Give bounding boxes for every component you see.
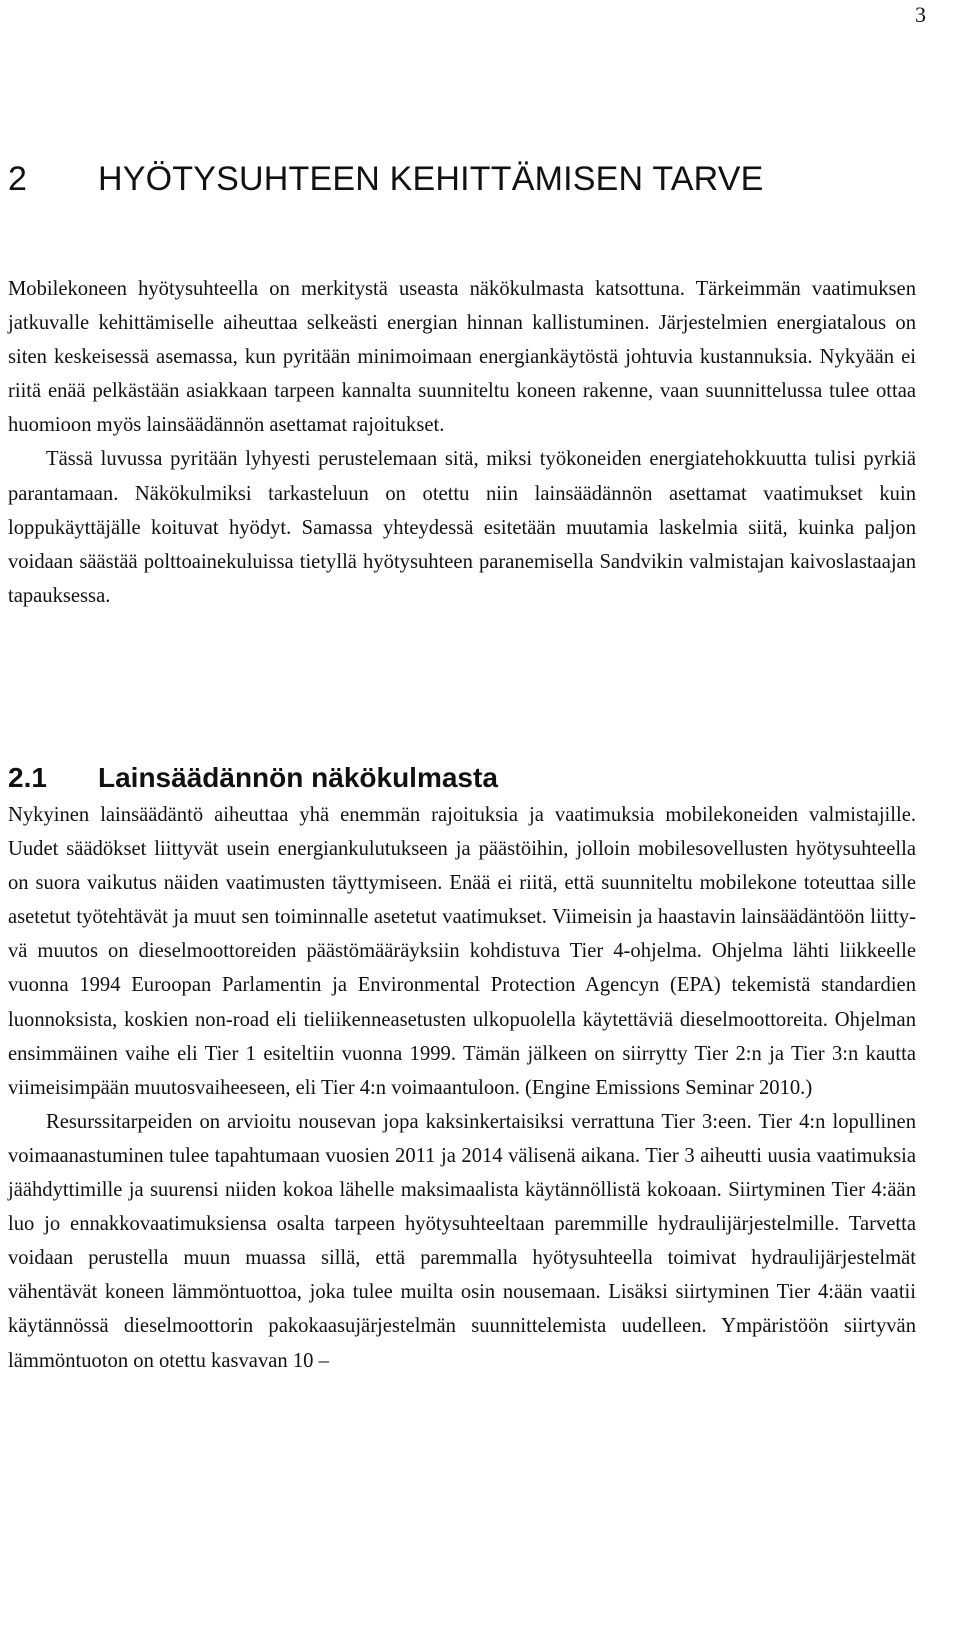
chapter-paragraph-1: Mobilekoneen hyötysuhteella on merkitystä useasta näkökulmasta katsottuna. Tärkeimmän vaatimuksen jatkuvalle kehittämiselle aiheuttaa selkeästi energian hinnan kallistuminen. Järjestelmien energiatalous on siten keskeisessä asemassa, kun pyritään minimoimaan energiankäytöstä johtuvia kustannuksia. Nykyään ei riitä enää pelkästään asiakkaan tarpeen kannalta suunniteltu koneen rakenne, vaan suunnittelussa tulee ottaa huomioon myös lainsäädännön asettamat rajoitukset. <box>8 278 916 437</box>
chapter-paragraph-2: Tässä luvussa pyritään lyhyesti perustelemaan sitä, miksi työkoneiden energiatehokkuutta tulisi pyrkiä parantamaan. Näkökulmiksi tarkasteluun on otettu niin lainsäädännön asettamat vaatimukset kuin loppukäyttäjälle koituvat hyödyt. Samassa yhteydessä esitetään muutamia laskelmia siitä, kuinka paljon voidaan säästää polttoainekuluissa tietyllä hyötysuhteen paranemisella Sandvikin valmistajan kaivoslastaajan tapauksessa. <box>8 448 916 607</box>
section-title: Lainsäädännön näkökulmasta <box>98 762 498 793</box>
section-paragraph-2: Resurssitarpeiden on arvioitu nousevan jopa kaksinkertaisiksi verrattuna Tier 3:een. Tier 4:n lopullinen voimaanastuminen tulee tapahtumaan vuosien 2011 ja 2014 välisenä aikana. Tier 3 aiheutti uusia vaatimuksia jäähdyttimille ja suurensi niiden kokoa lähelle maksimaalista käytännöllistä kokoaan. Siirtyminen Tier 4:ään luo jo ennakkovaatimuksiensa osalta tarpeen hyötysuhteeltaan paremmille hydraulijärjestelmille. Tarvetta voidaan perustella muun muassa sillä, että paremmalla hyötysuhteella toimivat hydraulijärjestelmät vähentävät koneen lämmöntuottoa, joka tulee muilta osin nousemaan. Lisäksi siirtyminen Tier 4:ään vaatii käytännössä dieselmoottorin pakokaasujärjestelmän suunnittelemista uudelleen. Ympäristöön siirtyvän lämmöntuoton on otettu kasvavan 10 – <box>8 1110 916 1372</box>
section-heading <box>8 762 498 794</box>
chapter-title: HYÖTYSUHTEEN KEHITTÄMISEN TARVE <box>98 160 764 198</box>
section-body <box>8 798 916 1378</box>
chapter-heading <box>8 160 764 199</box>
section-paragraph-1: Nykyinen lainsäädäntö aiheuttaa yhä enemmän rajoituksia ja vaatimuksia mobilekoneiden valmistajille. Uudet säädökset liittyvät usein energiankulutukseen ja päästöihin, jolloin mobilesovellusten hyötysuhteella on suora vaikutus näiden vaatimusten täyttymiseen. Enää ei riitä, että suunniteltu mobilekone toteuttaa sille asetetut työtehtävät ja muut sen toiminnalle asetetut vaatimukset. Viimeisin ja haastavin lainsäädäntöön liittyvä muutos on dieselmoottoreiden päästömääräyksiin kohdistuva Tier 4-ohjelma. Ohjelma lähti liikkeelle vuonna 1994 Euroopan Parlamentin ja Environmental Protection Agencyn (EPA) tekemistä standardien luonnoksista, koskien non-road eli tieliikenneasetusten ulkopuolella käytettäviä dieselmoottoreita. Ohjelman ensimmäinen vaihe eli Tier 1 esiteltiin vuonna 1999. Tämän jälkeen on siirrytty Tier 2:n ja Tier 3:n kautta viimeisimpään muutosvaiheeseen, eli Tier 4:n voimaantuloon. (Engine Emissions Seminar 2010.) <box>8 804 916 1099</box>
section-number: 2.1 <box>8 762 47 793</box>
chapter-number: 2 <box>8 160 28 198</box>
page-number: 3 <box>915 2 926 27</box>
